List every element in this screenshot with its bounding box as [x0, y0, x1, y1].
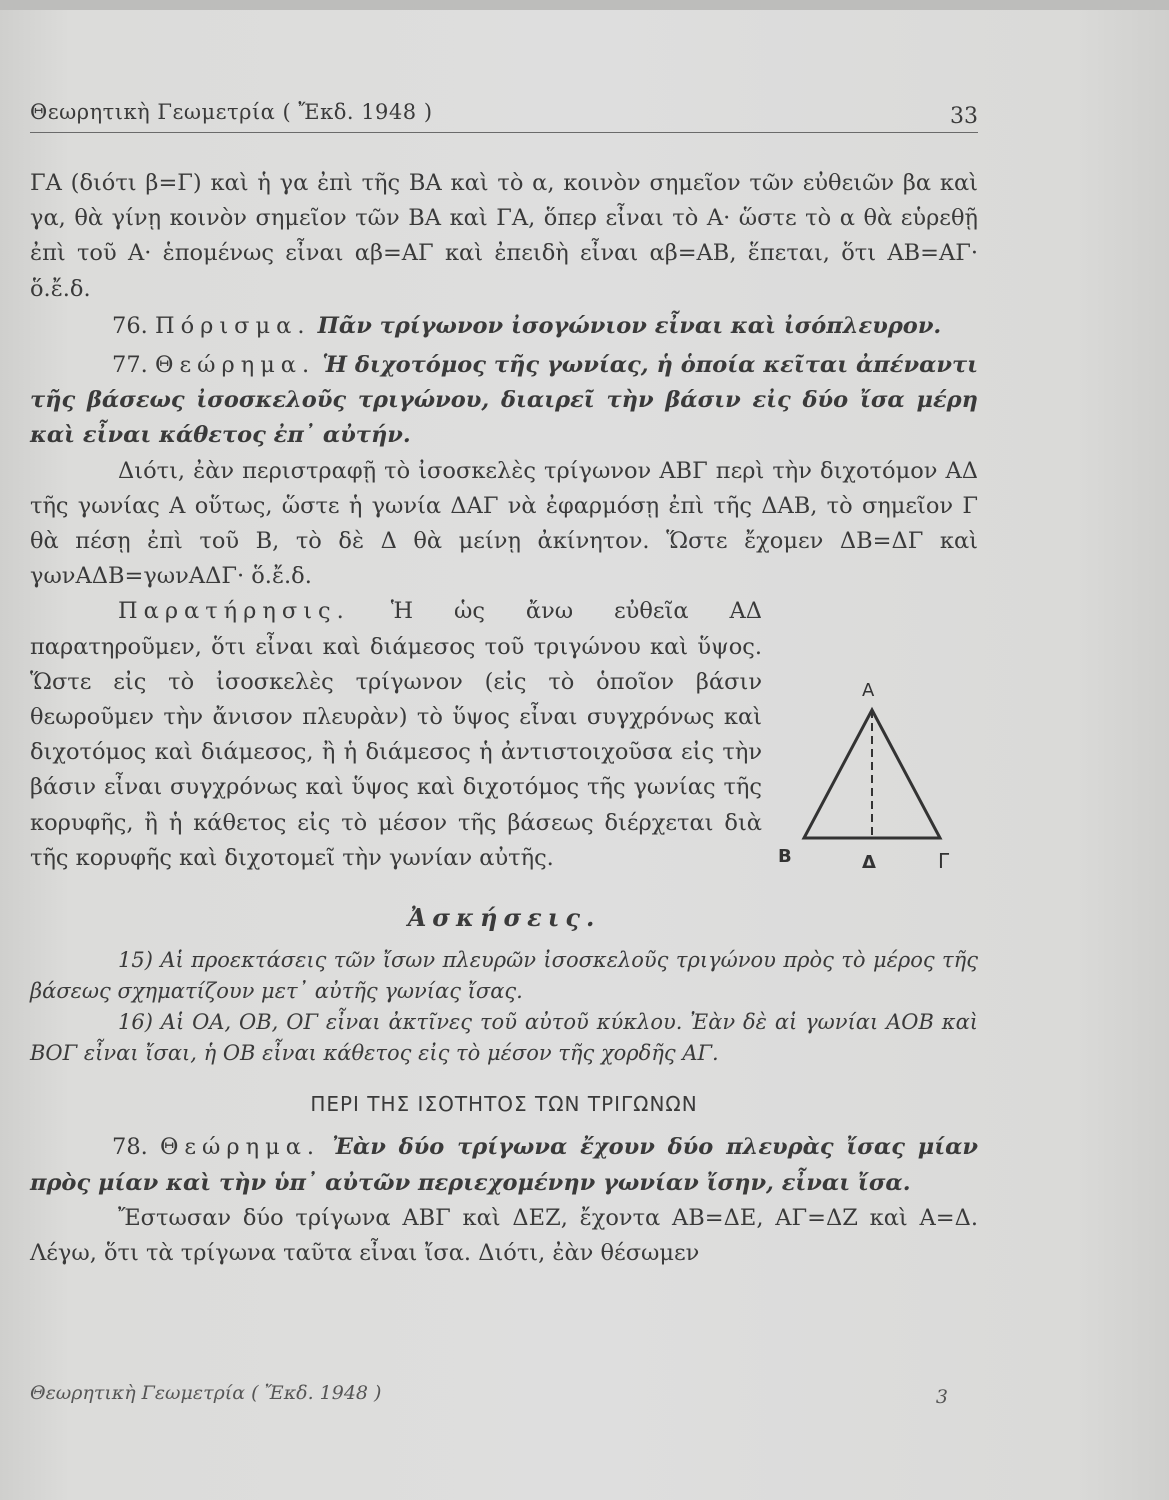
signature-number: 3: [935, 1386, 948, 1408]
porisma-statement: Πᾶν τρίγωνον ἰσογώνιον εἶναι καὶ ἰσόπλευρον.: [317, 312, 942, 339]
figure-label-d: Δ: [862, 852, 876, 873]
footer-title: Θεωρητικὴ Γεωμετρία ( Ἔκδ. 1948 ): [30, 1382, 382, 1404]
theorem-78-label: Θεώρημα.: [159, 1134, 321, 1161]
section-heading: ΠΕΡΙ ΤΗΣ ΙΣΟΤΗΤΟΣ ΤΩΝ ΤΡΙΓΩΝΩΝ: [310, 1092, 698, 1117]
theorem-77-statement: Ἡ διχοτόμος τῆς γωνίας, ἡ ὁποία κεῖται ἀπέναντι τῆς βάσεως ἰσοσκελοῦς τριγώνου, διαιρεῖ τὴν βάσιν εἰς δύο ἴσα μέρη καὶ εἶναι κάθετος ἐπ᾽ αὐτήν.: [30, 352, 979, 449]
figure-label-a: Α: [862, 680, 875, 701]
header-title: Θεωρητικὴ Γεωμετρία ( Ἔκδ. 1948 ): [30, 100, 433, 124]
paragraph-continuation: ΓΑ (διότι β=Γ) καὶ ἡ γα ἐπὶ τῆς ΒΑ καὶ τὸ α, κοινὸν σημεῖον τῶν εὐθειῶν βα καὶ γα, θὰ γίνῃ κοινὸν σημεῖον τῶν ΒΑ καὶ ΓΑ, ὅπερ εἶναι τὸ Α· ὥστε τὸ α θὰ εὑρεθῇ ἐπὶ τοῦ Α· ἑπομένως εἶναι αβ=ΑΓ καὶ ἐπειδὴ εἶναι αβ=ΑΒ, ἕπεται, ὅτι ΑΒ=ΑΓ· ὅ.ἔ.δ.: [30, 170, 978, 302]
porisma-label: Πόρισμα.: [154, 312, 311, 339]
page-top-edge: [0, 0, 1169, 10]
theorem-78-number: 78.: [112, 1134, 148, 1161]
theorem-78-statement: Ἐὰν δύο τρίγωνα ἔχουν δύο πλευρὰς ἴσας μίαν πρὸς μίαν καὶ τὴν ὑπ᾽ αὐτῶν περιεχομένην γωνίαν ἴσην, εἶναι ἴσα.: [30, 1134, 979, 1196]
exercise-15: 15) Αἱ προεκτάσεις τῶν ἴσων πλευρῶν ἰσοσκελοῦς τριγώνου πρὸς τὸ μέρος τῆς βάσεως σχηματίζουν μετ᾽ αὐτῆς γωνίας ἴσας.: [30, 948, 978, 1004]
theorem-78-proof: Ἔστωσαν δύο τρίγωνα ΑΒΓ καὶ ΔΕΖ, ἔχοντα ΑΒ=ΔΕ, ΑΓ=ΔΖ καὶ Α=Δ. Λέγω, ὅτι τὰ τρίγωνα ταῦτα εἶναι ἴσα. Διότι, ἐὰν θέσωμεν: [30, 1204, 978, 1267]
theorem-77-number: 77.: [112, 352, 148, 379]
observation-text: Ἡ ὡς ἄνω εὐθεῖα ΑΔ παρατηροῦμεν, ὅτι εἶναι καὶ διάμεσος τοῦ τριγώνου καὶ ὕψος. Ὥστε εἰς τὸ ἰσοσκελὲς τρίγωνον (εἰς τὸ ὁποῖον βάσιν θεωροῦμεν τὴν ἄνισον πλευρὰν) τὸ ὕψος εἶναι συγχρόνως καὶ διχοτόμος καὶ διάμεσος, ἢ ἡ διάμεσος ἡ ἀντιστοιχοῦσα εἰς τὴν βάσιν εἶναι συγχρόνως καὶ ὕψος καὶ διχοτόμος τῆς γωνίας τῆς κορυφῆς, ἢ ἡ κάθετος εἰς τὸ μέσον τῆς βάσεως διέρχεται διὰ τῆς κορυφῆς καὶ διχοτομεῖ τὴν γωνίαν αὐτῆς.: [30, 598, 763, 871]
exercise-16: 16) Αἱ ΟΑ, ΟΒ, ΟΓ εἶναι ἀκτῖνες τοῦ αὐτοῦ κύκλου. Ἐὰν δὲ αἱ γωνίαι ΑΟΒ καὶ ΒΟΓ εἶναι ἴσαι, ἡ ΟΒ εἶναι κάθετος εἰς τὸ μέσον τῆς χορδῆς ΑΓ.: [30, 1010, 978, 1066]
porisma-number: 76.: [112, 312, 148, 339]
porisma-76: [30, 309, 978, 344]
observation-label: Παρατήρησις.: [118, 598, 350, 625]
theorem-77: [30, 348, 978, 454]
running-header: [30, 98, 978, 133]
exercises-title: Ἀσκήσεις.: [407, 903, 601, 933]
theorem-77-label: Θεώρημα.: [155, 352, 316, 379]
theorem-77-proof: Διότι, ἐὰν περιστραφῇ τὸ ἰσοσκελὲς τρίγωνον ΑΒΓ περὶ τὴν διχοτόμον ΑΔ τῆς γωνίας Α οὕτως, ὥστε ἡ γωνία ΔΑΓ νὰ ἐφαρμόσῃ ἐπὶ τῆς ΔΑΒ, τὸ σημεῖον Γ θὰ πέσῃ ἐπὶ τοῦ Β, τὸ δὲ Δ θὰ μείνῃ ἀκίνητον. Ὥστε ἔχομεν ΔΒ=ΔΓ καὶ γωνΑΔΒ=γωνΑΔΓ· ὅ.ἔ.δ.: [30, 457, 978, 590]
page-number: 33: [950, 104, 978, 129]
page-footer: [30, 1382, 978, 1408]
isosceles-triangle-figure: [776, 676, 976, 896]
theorem-78: [30, 1130, 978, 1200]
figure-label-b: Β: [778, 846, 792, 867]
figure-label-g: Γ: [938, 849, 950, 873]
